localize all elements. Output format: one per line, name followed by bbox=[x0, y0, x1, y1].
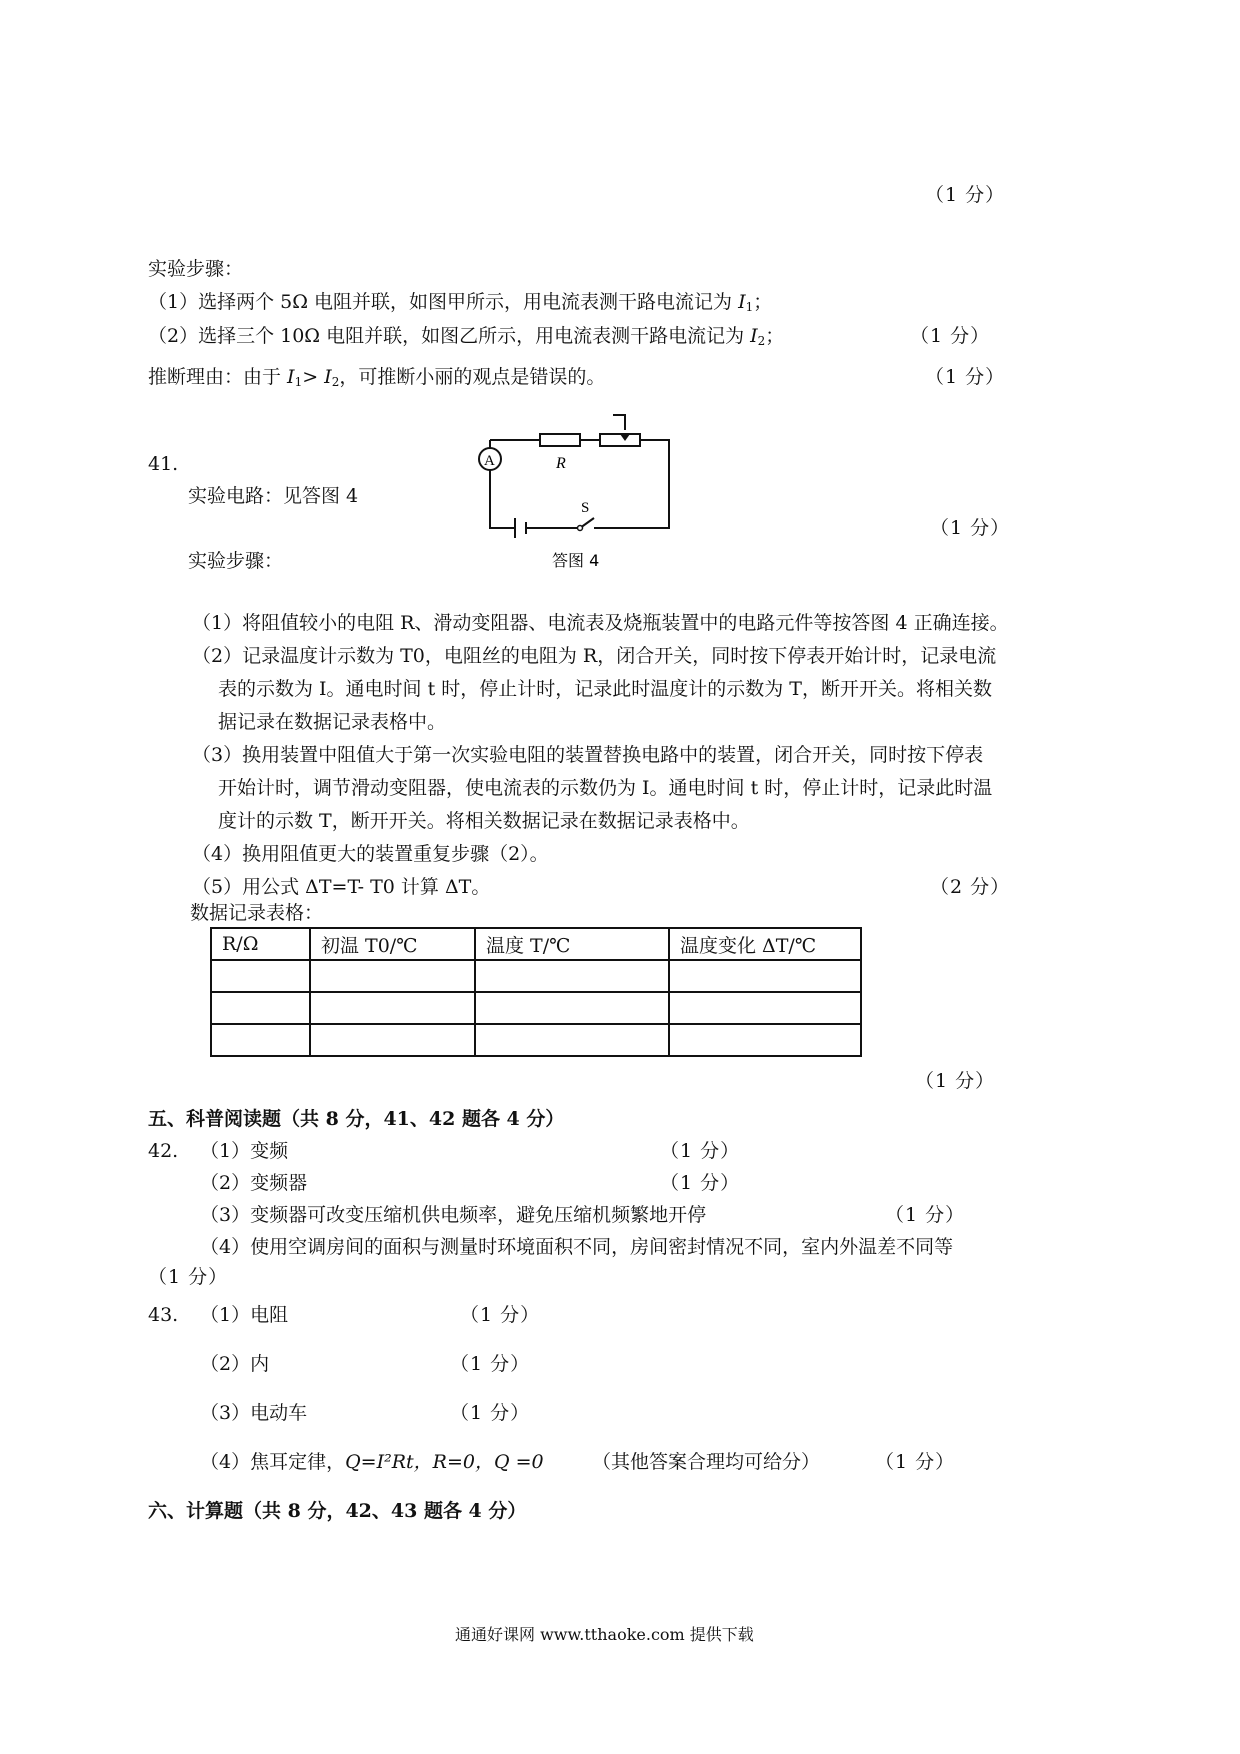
q43-number: 43. bbox=[148, 1304, 179, 1326]
table-cell bbox=[211, 1024, 310, 1056]
table-row bbox=[211, 1024, 861, 1056]
q40-step2: （2）选择三个 10Ω 电阻并联，如图乙所示，用电流表测干路电流记为 $I_2$； bbox=[148, 325, 785, 348]
q42-answer-1-score: （1 分） bbox=[660, 1140, 741, 1162]
rheostat bbox=[600, 434, 640, 446]
q40-steps-title: 实验步骤： bbox=[148, 258, 244, 280]
q41-step5-score: （2 分） bbox=[930, 876, 1011, 898]
label-S: S bbox=[581, 500, 590, 516]
data-record-table bbox=[210, 927, 862, 1057]
q41-step3a: （3）换用装置中阻值大于第一次实验电阻的装置替换电路中的装置，闭合开关，同时按下停表 bbox=[192, 744, 984, 766]
q41-table-score: （1 分） bbox=[915, 1070, 996, 1092]
q40-reason-score: （1 分） bbox=[925, 366, 1006, 388]
q42-answer-3: （3）变频器可改变压缩机供电频率，避免压缩机频繁地开停 bbox=[200, 1204, 707, 1226]
q41-circuit-label: 实验电路：见答图 4 bbox=[188, 485, 359, 507]
q41-step2a: （2）记录温度计示数为 T0，电阻丝的电阻为 R，闭合开关，同时按下停表开始计时，记录电流 bbox=[192, 645, 997, 667]
table-cell bbox=[669, 992, 861, 1024]
table-row bbox=[211, 960, 861, 992]
q43-answer-1: （1）电阻 bbox=[200, 1304, 289, 1326]
q42-answer-4: （4）使用空调房间的面积与测量时环境面积不同，房间密封情况不同，室内外温差不同等 bbox=[200, 1236, 954, 1258]
q41-number: 41. bbox=[148, 453, 179, 475]
q41-step3c: 度计的示数 T，断开开关。将相关数据记录在数据记录表格中。 bbox=[218, 810, 750, 832]
q40-reason: 推断理由：由于 $I_1> I_2$，可推断小丽的观点是错误的。 bbox=[148, 366, 606, 389]
table-header-cell: 温度 T/℃ bbox=[475, 928, 669, 960]
table-cell bbox=[475, 1024, 669, 1056]
table-header-cell: 温度变化 ΔT/℃ bbox=[669, 928, 861, 960]
q41-step5: （5）用公式 ΔT=T- T0 计算 ΔT。 bbox=[192, 876, 491, 898]
q41-step2b: 表的示数为 I。通电时间 t 时，停止计时，记录此时温度计的示数为 T，断开开关。将相关数 bbox=[218, 678, 992, 700]
q41-step3b: 开始计时，调节滑动变阻器，使电流表的示数仍为 I。通电时间 t 时，停止计时，记录此时温 bbox=[218, 777, 993, 799]
circuit-wire-top bbox=[490, 440, 669, 528]
table-cell bbox=[310, 960, 475, 992]
q43-answer-4-score: （1 分） bbox=[875, 1451, 956, 1473]
table-cell bbox=[211, 960, 310, 992]
q42-answer-1: （1）变频 bbox=[200, 1140, 289, 1162]
table-cell bbox=[475, 992, 669, 1024]
switch-pivot bbox=[578, 526, 583, 531]
battery bbox=[515, 518, 526, 538]
q43-answer-4: （4）焦耳定律，Q=I²Rt，R=0，Q =0 bbox=[200, 1451, 544, 1473]
rheostat-slider bbox=[613, 415, 625, 430]
q41-table-title: 数据记录表格： bbox=[190, 902, 324, 924]
fig-caption: 答图 4 bbox=[552, 551, 600, 570]
section5-title: 五、科普阅读题（共 8 分，41、42 题各 4 分） bbox=[148, 1108, 565, 1130]
table-header-cell: R/Ω bbox=[211, 928, 310, 960]
q43-answer-2-score: （1 分） bbox=[450, 1353, 531, 1375]
q43-answer-2: （2）内 bbox=[200, 1353, 270, 1375]
q43-answer-4-note: （其他答案合理均可给分） bbox=[592, 1451, 821, 1473]
table-header-row bbox=[211, 928, 861, 960]
q41-circuit-score: （1 分） bbox=[930, 517, 1011, 539]
table-cell bbox=[669, 1024, 861, 1056]
circuit-diagram bbox=[470, 410, 690, 585]
q42-answer-3-score: （1 分） bbox=[885, 1204, 966, 1226]
table-header-cell: 初温 T0/℃ bbox=[310, 928, 475, 960]
q41-step1: （1）将阻值较小的电阻 R、滑动变阻器、电流表及烧瓶装置中的电路元件等按答图 4 正确连接。 bbox=[192, 612, 1009, 634]
table-cell bbox=[475, 960, 669, 992]
table-cell bbox=[310, 1024, 475, 1056]
q42-number: 42. bbox=[148, 1140, 179, 1162]
q43-answer-3-score: （1 分） bbox=[450, 1402, 531, 1424]
q43-answer-3: （3）电动车 bbox=[200, 1402, 308, 1424]
resistor-R bbox=[540, 434, 580, 446]
q42-answer-4-score: （1 分） bbox=[148, 1266, 229, 1288]
section6-title: 六、计算题（共 8 分，42、43 题各 4 分） bbox=[148, 1500, 527, 1522]
footer-credit: 通通好课网 www.tthaoke.com 提供下载 bbox=[455, 1625, 754, 1644]
table-cell bbox=[310, 992, 475, 1024]
q41-step2c: 据记录在数据记录表格中。 bbox=[218, 711, 447, 733]
label-A: A bbox=[484, 453, 495, 469]
q40-step1: （1）选择两个 5Ω 电阻并联，如图甲所示，用电流表测干路电流记为 $I_1$； bbox=[148, 291, 773, 314]
table-cell bbox=[211, 992, 310, 1024]
q41-steps-title: 实验步骤： bbox=[188, 550, 284, 572]
table-cell bbox=[669, 960, 861, 992]
q41-step4: （4）换用阻值更大的装置重复步骤（2）。 bbox=[192, 843, 549, 865]
label-R: R bbox=[556, 455, 566, 472]
q42-answer-2-score: （1 分） bbox=[660, 1172, 741, 1194]
q43-answer-1-score: （1 分） bbox=[460, 1304, 541, 1326]
q40-score-top: （1 分） bbox=[925, 184, 1006, 206]
table-row bbox=[211, 992, 861, 1024]
q40-step2-score: （1 分） bbox=[910, 325, 991, 347]
q42-answer-2: （2）变频器 bbox=[200, 1172, 308, 1194]
